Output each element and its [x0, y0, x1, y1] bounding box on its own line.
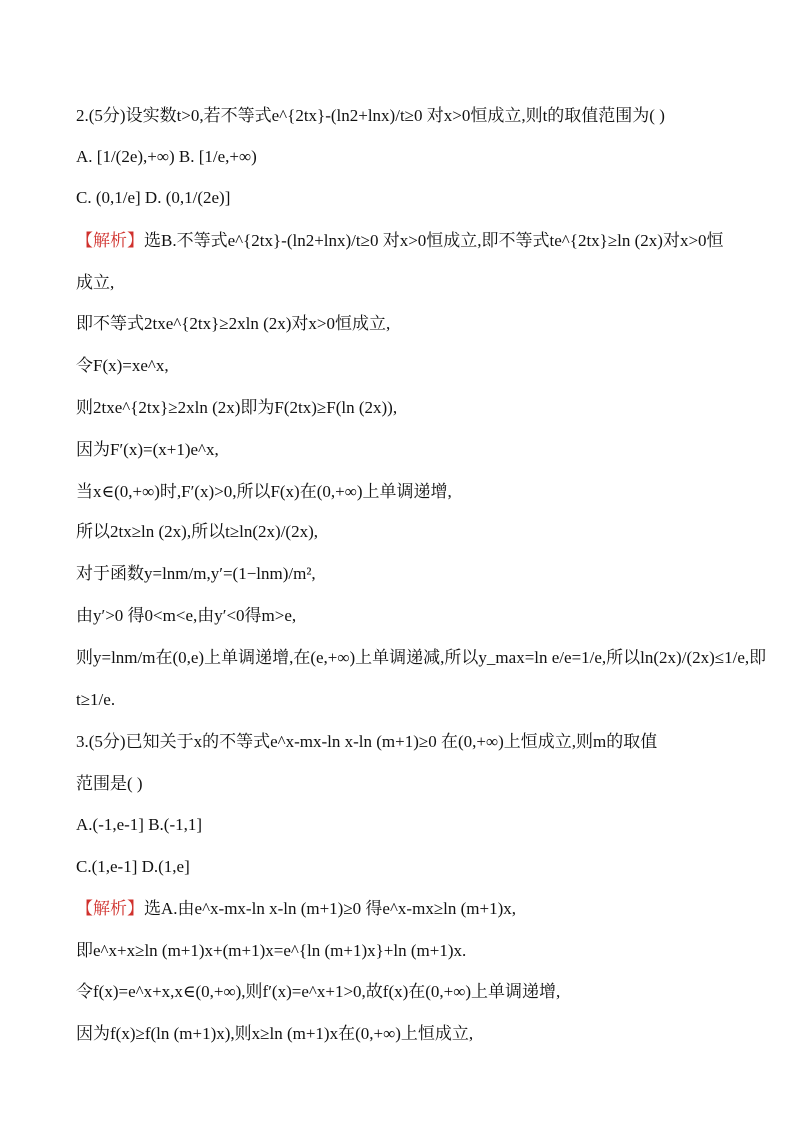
q3-solution-line-3: 令f(x)=e^x+x,x∈(0,+∞),则f′(x)=e^x+1>0,故f(x)在(0,+∞)上单调递增,	[76, 982, 561, 1001]
q2-solution-line-9: 对于函数y=lnm/m,y′=(1−lnm)/m²,	[76, 564, 316, 583]
q2-solution-line-1: 【解析】选B.不等式e^{2tx}-(ln2+lnx)/t≥0 对x>0恒成立,即不等式te^{2tx}≥ln (2x)对x>0恒	[76, 231, 724, 250]
q3-options-ab: A.(-1,e-1] B.(-1,1]	[76, 815, 203, 834]
q2-solution-line-11: 则y=lnm/m在(0,e)上单调递增,在(e,+∞)上单调递减,所以y_max=ln e/e=1/e,所以ln(2x)/(2x)≤1/e,即	[76, 648, 767, 667]
q2-options-ab: A. [1/(2e),+∞) B. [1/e,+∞)	[76, 147, 257, 166]
q2-solution-line-4: 令F(x)=xe^x,	[76, 356, 169, 375]
solution-label: 【解析】	[76, 899, 144, 918]
q2-solution-line-6: 因为F′(x)=(x+1)e^x,	[76, 440, 219, 459]
q3-stem-line-2: 范围是( )	[76, 774, 143, 793]
q2-solution-line-7: 当x∈(0,+∞)时,F′(x)>0,所以F(x)在(0,+∞)上单调递增,	[76, 482, 452, 501]
q2-solution-line-5: 则2txe^{2tx}≥2xln (2x)即为F(2tx)≥F(ln (2x)),	[76, 398, 398, 417]
q2-solution-line-2: 成立,	[76, 273, 115, 292]
q2-solution-line-10: 由y′>0 得0<m<e,由y′<0得m>e,	[76, 606, 297, 625]
q2-solution-line-12: t≥1/e.	[76, 690, 116, 709]
q3-options-cd: C.(1,e-1] D.(1,e]	[76, 857, 190, 876]
q2-solution-line-3: 即不等式2txe^{2tx}≥2xln (2x)对x>0恒成立,	[76, 314, 391, 333]
q2-solution-line-8: 所以2tx≥ln (2x),所以t≥ln(2x)/(2x),	[76, 522, 318, 541]
solution-label: 【解析】	[76, 231, 144, 250]
q3-solution-line-2: 即e^x+x≥ln (m+1)x+(m+1)x=e^{ln (m+1)x}+ln (m+1)x.	[76, 941, 467, 960]
q2-options-cd: C. (0,1/e] D. (0,1/(2e)]	[76, 188, 231, 207]
q3-solution-line-4: 因为f(x)≥f(ln (m+1)x),则x≥ln (m+1)x在(0,+∞)上恒成立,	[76, 1024, 474, 1043]
q3-solution-line-1: 【解析】选A.由e^x-mx-ln x-ln (m+1)≥0 得e^x-mx≥ln (m+1)x,	[76, 899, 517, 918]
q3-stem-line-1: 3.(5分)已知关于x的不等式e^x-mx-ln x-ln (m+1)≥0 在(0,+∞)上恒成立,则m的取值	[76, 732, 658, 751]
q2-stem: 2.(5分)设实数t>0,若不等式e^{2tx}-(ln2+lnx)/t≥0 对x>0恒成立,则t的取值范围为( )	[76, 106, 665, 125]
